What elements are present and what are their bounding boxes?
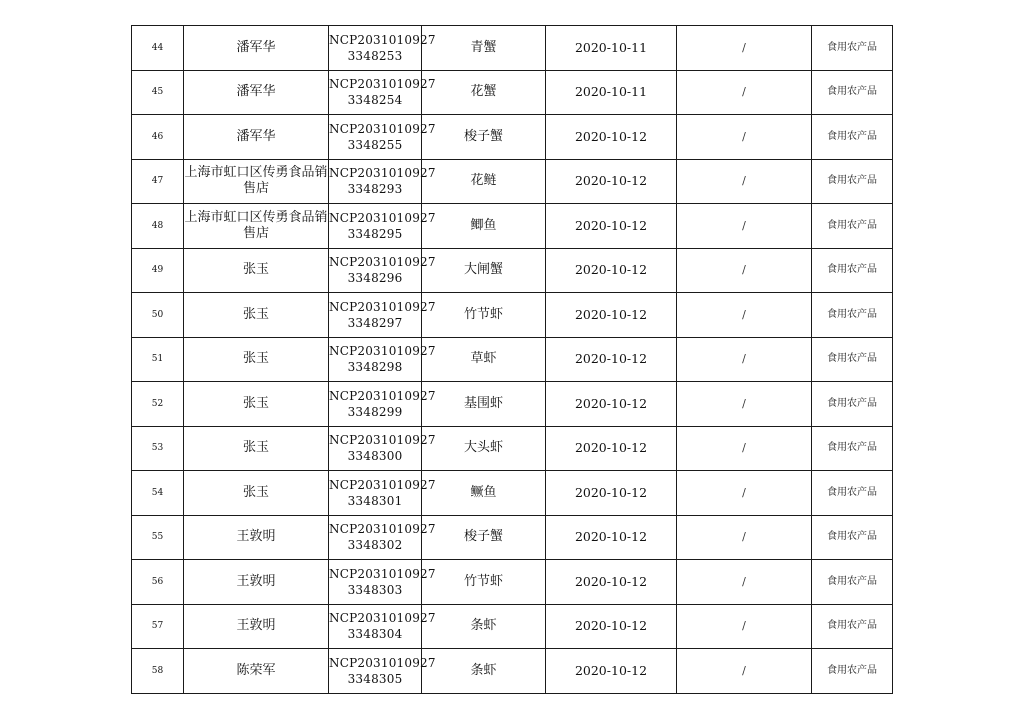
row-number-cell	[132, 70, 184, 115]
food-category: 食用农产品	[827, 264, 877, 276]
food-name: 竹节虾	[463, 306, 503, 322]
row-number-cell	[132, 649, 184, 694]
sample-code-line-2: 3348255	[347, 137, 403, 152]
table-row	[132, 604, 893, 649]
row-number: 45	[151, 87, 164, 98]
table-row	[132, 337, 893, 382]
sample-code-line-2: 3348304	[347, 627, 403, 642]
sample-code-cell	[329, 515, 436, 560]
seller-name: 潘军华	[236, 128, 276, 144]
table-row	[132, 115, 893, 160]
table-row	[132, 560, 893, 605]
seller-name: 张玉	[242, 395, 269, 411]
sample-code-cell	[329, 115, 436, 160]
sample-code-line-2: 3348300	[347, 449, 403, 464]
seller-name-cell	[184, 204, 329, 249]
category-cell	[812, 204, 893, 249]
row-number: 58	[151, 665, 164, 676]
row-number-cell	[132, 471, 184, 516]
sample-code-cell	[329, 204, 436, 249]
table-row	[132, 382, 893, 427]
sampling-date: 2020-10-12	[574, 573, 648, 589]
category-cell	[812, 471, 893, 516]
sampling-date-cell	[546, 248, 677, 293]
sample-code-line-1: NCP2031010927	[329, 166, 436, 181]
category-cell	[812, 382, 893, 427]
sample-code-cell	[329, 26, 436, 71]
empty-value-cell	[677, 159, 812, 204]
food-name-cell	[422, 115, 546, 160]
seller-name: 张玉	[242, 484, 269, 500]
sample-code-line-1: NCP2031010927	[329, 32, 436, 47]
sample-code-line-1: NCP2031010927	[329, 388, 436, 403]
row-number-cell	[132, 293, 184, 338]
seller-name-cell	[184, 560, 329, 605]
table-row	[132, 70, 893, 115]
sample-code-line-2: 3348301	[347, 493, 403, 508]
slash-mark: /	[742, 619, 746, 633]
slash-mark: /	[742, 574, 746, 588]
food-name-cell	[422, 560, 546, 605]
row-number: 44	[151, 42, 164, 53]
slash-mark: /	[742, 218, 746, 232]
slash-mark: /	[742, 129, 746, 143]
seller-name-cell	[184, 26, 329, 71]
food-category: 食用农产品	[827, 130, 877, 142]
sample-code-line-1: NCP2031010927	[329, 433, 436, 448]
sampling-date-cell	[546, 293, 677, 338]
sampling-date-cell	[546, 426, 677, 471]
sample-code-line-1: NCP2031010927	[329, 566, 436, 581]
row-number: 55	[151, 532, 164, 543]
sample-code-line-1: NCP2031010927	[329, 121, 436, 136]
seller-name: 潘军华	[236, 84, 276, 100]
empty-value-cell	[677, 293, 812, 338]
row-number: 48	[151, 220, 164, 231]
seller-name-cell	[184, 337, 329, 382]
category-cell	[812, 248, 893, 293]
seller-name: 上海市虹口区传勇食品销售店	[184, 209, 328, 241]
table-row	[132, 159, 893, 204]
sampling-results-table	[131, 25, 893, 694]
food-category: 食用农产品	[827, 486, 877, 498]
food-name: 基围虾	[463, 395, 503, 411]
row-number-cell	[132, 604, 184, 649]
empty-value-cell	[677, 604, 812, 649]
category-cell	[812, 26, 893, 71]
sampling-date: 2020-10-12	[574, 484, 648, 500]
sample-code-line-2: 3348302	[347, 538, 403, 553]
food-name: 花蟹	[470, 84, 497, 100]
sample-code-line-2: 3348303	[347, 582, 403, 597]
sampling-date: 2020-10-12	[574, 395, 648, 411]
seller-name: 上海市虹口区传勇食品销售店	[184, 165, 328, 197]
food-name-cell	[422, 515, 546, 560]
sample-code-line-1: NCP2031010927	[329, 344, 436, 359]
category-cell	[812, 70, 893, 115]
row-number: 51	[151, 354, 164, 365]
empty-value-cell	[677, 426, 812, 471]
seller-name-cell	[184, 471, 329, 516]
food-name: 青蟹	[470, 39, 497, 55]
food-category: 食用农产品	[827, 620, 877, 632]
sampling-date: 2020-10-11	[574, 39, 648, 55]
seller-name: 王敦明	[236, 618, 276, 634]
food-name: 鲫鱼	[470, 217, 497, 233]
empty-value-cell	[677, 515, 812, 560]
table-row	[132, 471, 893, 516]
food-category: 食用农产品	[827, 397, 877, 409]
row-number: 47	[151, 176, 164, 187]
empty-value-cell	[677, 70, 812, 115]
sample-code-line-1: NCP2031010927	[329, 255, 436, 270]
category-cell	[812, 159, 893, 204]
seller-name: 陈荣军	[236, 662, 276, 678]
category-cell	[812, 293, 893, 338]
empty-value-cell	[677, 26, 812, 71]
seller-name: 张玉	[242, 306, 269, 322]
empty-value-cell	[677, 337, 812, 382]
food-name: 花鲢	[470, 173, 497, 189]
sampling-date-cell	[546, 159, 677, 204]
seller-name-cell	[184, 115, 329, 160]
food-name-cell	[422, 337, 546, 382]
seller-name-cell	[184, 515, 329, 560]
sampling-date: 2020-10-12	[574, 529, 648, 545]
food-name-cell	[422, 204, 546, 249]
row-number-cell	[132, 515, 184, 560]
row-number-cell	[132, 337, 184, 382]
sampling-date-cell	[546, 70, 677, 115]
sample-code-cell	[329, 293, 436, 338]
slash-mark: /	[742, 441, 746, 455]
sample-code-line-2: 3348296	[347, 271, 403, 286]
food-name: 竹节虾	[463, 573, 503, 589]
empty-value-cell	[677, 382, 812, 427]
sampling-date-cell	[546, 26, 677, 71]
sample-code-line-1: NCP2031010927	[329, 299, 436, 314]
table-row	[132, 649, 893, 694]
row-number: 57	[151, 621, 164, 632]
sample-code-cell	[329, 337, 436, 382]
empty-value-cell	[677, 471, 812, 516]
sampling-date: 2020-10-12	[574, 262, 648, 278]
table-row	[132, 293, 893, 338]
slash-mark: /	[742, 307, 746, 321]
row-number-cell	[132, 115, 184, 160]
row-number-cell	[132, 426, 184, 471]
sampling-date: 2020-10-12	[574, 351, 648, 367]
seller-name: 潘军华	[236, 39, 276, 55]
food-name-cell	[422, 604, 546, 649]
empty-value-cell	[677, 649, 812, 694]
empty-value-cell	[677, 560, 812, 605]
seller-name-cell	[184, 248, 329, 293]
seller-name: 张玉	[242, 351, 269, 367]
sampling-date: 2020-10-11	[574, 84, 648, 100]
slash-mark: /	[742, 85, 746, 99]
sample-code-line-1: NCP2031010927	[329, 522, 436, 537]
empty-value-cell	[677, 115, 812, 160]
row-number: 49	[151, 265, 164, 276]
sample-code-cell	[329, 471, 436, 516]
seller-name-cell	[184, 604, 329, 649]
food-name-cell	[422, 70, 546, 115]
table-row	[132, 515, 893, 560]
sample-code-line-2: 3348253	[347, 48, 403, 63]
row-number: 54	[151, 487, 164, 498]
sample-code-cell	[329, 649, 436, 694]
sample-code-cell	[329, 248, 436, 293]
food-category: 食用农产品	[827, 575, 877, 587]
sampling-date-cell	[546, 115, 677, 160]
category-cell	[812, 337, 893, 382]
sampling-date: 2020-10-12	[574, 217, 648, 233]
food-category: 食用农产品	[827, 308, 877, 320]
food-name-cell	[422, 248, 546, 293]
sample-code-line-1: NCP2031010927	[329, 611, 436, 626]
slash-mark: /	[742, 174, 746, 188]
food-name-cell	[422, 26, 546, 71]
sample-code-line-2: 3348299	[347, 404, 403, 419]
food-name-cell	[422, 293, 546, 338]
sample-code-line-1: NCP2031010927	[329, 655, 436, 670]
row-number: 53	[151, 443, 164, 454]
sampling-date-cell	[546, 471, 677, 516]
seller-name-cell	[184, 159, 329, 204]
sample-code-line-2: 3348297	[347, 315, 403, 330]
category-cell	[812, 115, 893, 160]
slash-mark: /	[742, 40, 746, 54]
sampling-date-cell	[546, 649, 677, 694]
sampling-date: 2020-10-12	[574, 440, 648, 456]
sampling-date-cell	[546, 204, 677, 249]
food-category: 食用农产品	[827, 442, 877, 454]
row-number-cell	[132, 159, 184, 204]
sampling-date: 2020-10-12	[574, 306, 648, 322]
food-name: 梭子蟹	[463, 128, 503, 144]
food-name-cell	[422, 426, 546, 471]
food-category: 食用农产品	[827, 219, 877, 231]
food-category: 食用农产品	[827, 175, 877, 187]
sample-code-line-2: 3348305	[347, 671, 403, 686]
row-number-cell	[132, 204, 184, 249]
food-name-cell	[422, 159, 546, 204]
row-number-cell	[132, 248, 184, 293]
table-row	[132, 426, 893, 471]
food-category: 食用农产品	[827, 41, 877, 53]
food-name: 草虾	[470, 351, 497, 367]
food-name-cell	[422, 649, 546, 694]
row-number-cell	[132, 382, 184, 427]
sample-code-cell	[329, 70, 436, 115]
sample-code-cell	[329, 426, 436, 471]
sample-code-line-1: NCP2031010927	[329, 77, 436, 92]
food-name: 鳜鱼	[470, 484, 497, 500]
table-row	[132, 26, 893, 71]
row-number: 56	[151, 576, 164, 587]
sampling-date: 2020-10-12	[574, 618, 648, 634]
table-row	[132, 248, 893, 293]
food-name-cell	[422, 471, 546, 516]
slash-mark: /	[742, 396, 746, 410]
food-name: 大头虾	[463, 440, 503, 456]
sampling-date-cell	[546, 560, 677, 605]
food-name-cell	[422, 382, 546, 427]
sampling-date-cell	[546, 604, 677, 649]
sample-code-cell	[329, 382, 436, 427]
food-category: 食用农产品	[827, 664, 877, 676]
slash-mark: /	[742, 663, 746, 677]
category-cell	[812, 515, 893, 560]
sample-code-line-2: 3348254	[347, 93, 403, 108]
category-cell	[812, 426, 893, 471]
table-body	[132, 26, 893, 694]
category-cell	[812, 560, 893, 605]
category-cell	[812, 649, 893, 694]
food-name: 大闸蟹	[463, 262, 503, 278]
food-name: 条虾	[470, 618, 497, 634]
sampling-date-cell	[546, 382, 677, 427]
seller-name-cell	[184, 382, 329, 427]
row-number-cell	[132, 560, 184, 605]
sample-code-line-1: NCP2031010927	[329, 477, 436, 492]
seller-name-cell	[184, 649, 329, 694]
category-cell	[812, 604, 893, 649]
table-row	[132, 204, 893, 249]
row-number-cell	[132, 26, 184, 71]
food-name: 条虾	[470, 662, 497, 678]
seller-name-cell	[184, 70, 329, 115]
row-number: 46	[151, 131, 164, 142]
food-category: 食用农产品	[827, 353, 877, 365]
sample-code-cell	[329, 604, 436, 649]
slash-mark: /	[742, 352, 746, 366]
sampling-date: 2020-10-12	[574, 662, 648, 678]
sampling-date: 2020-10-12	[574, 173, 648, 189]
row-number: 52	[151, 398, 164, 409]
sampling-date: 2020-10-12	[574, 128, 648, 144]
empty-value-cell	[677, 204, 812, 249]
slash-mark: /	[742, 530, 746, 544]
food-category: 食用农产品	[827, 531, 877, 543]
sample-code-line-1: NCP2031010927	[329, 210, 436, 225]
seller-name-cell	[184, 426, 329, 471]
slash-mark: /	[742, 263, 746, 277]
sample-code-line-2: 3348293	[347, 182, 403, 197]
seller-name-cell	[184, 293, 329, 338]
sample-code-line-2: 3348298	[347, 360, 403, 375]
seller-name: 王敦明	[236, 573, 276, 589]
sample-code-cell	[329, 159, 436, 204]
seller-name: 张玉	[242, 262, 269, 278]
sampling-date-cell	[546, 337, 677, 382]
sample-code-line-2: 3348295	[347, 226, 403, 241]
food-category: 食用农产品	[827, 86, 877, 98]
sample-code-cell	[329, 560, 436, 605]
slash-mark: /	[742, 485, 746, 499]
empty-value-cell	[677, 248, 812, 293]
seller-name: 张玉	[242, 440, 269, 456]
sampling-date-cell	[546, 515, 677, 560]
food-name: 梭子蟹	[463, 529, 503, 545]
row-number: 50	[151, 309, 164, 320]
seller-name: 王敦明	[236, 529, 276, 545]
